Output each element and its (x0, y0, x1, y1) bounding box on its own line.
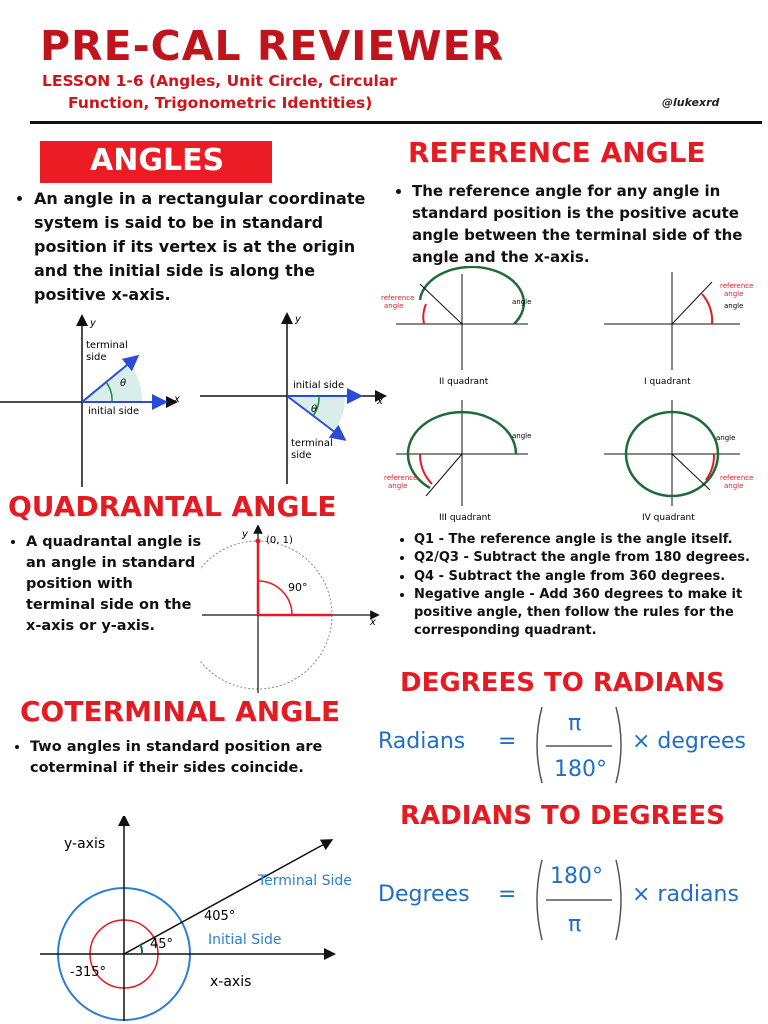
q1-ref-angle-label: angle (724, 290, 744, 298)
q4-ref-label: reference (720, 474, 754, 482)
q2-label: II quadrant (439, 377, 489, 387)
angles-heading-box (40, 141, 272, 183)
cot-initial-label: Initial Side (208, 932, 282, 948)
r2d-rhs: × radians (632, 882, 739, 907)
q2-ref-angle-label: angle (384, 302, 404, 310)
fig2-side-label: side (291, 450, 312, 461)
d2r-rhs: × degrees (632, 729, 746, 754)
r2d-lhs: Degrees (378, 882, 470, 907)
fig1-theta-label: θ (120, 378, 127, 389)
reference-heading: REFERENCE ANGLE (408, 136, 706, 169)
q2-figure (381, 267, 531, 387)
coterminal-definition (14, 737, 334, 779)
quadrantal-heading: QUADRANTAL ANGLE (8, 490, 337, 523)
fig1-y-label: y (90, 318, 96, 329)
q1-ref-label: reference (720, 282, 754, 290)
cot-315-label: -315° (70, 965, 107, 980)
quadrantal-definition (10, 532, 206, 637)
cot-xaxis-label: x-axis (210, 974, 252, 990)
rule-negative: • Negative angle - Add 360 degrees to make it positive angle, then follow the rules for the corresponding quadrant. (414, 586, 764, 641)
q2-angle-label: angle (512, 298, 532, 306)
fig2-y-label: y (295, 314, 301, 325)
subtitle-line-2: Function, Trigonometric Identities) (68, 94, 373, 112)
deg-to-rad-formula (378, 703, 768, 787)
quad-angle-label: 90° (288, 581, 308, 594)
quad-x-label: x (370, 617, 376, 628)
fig1-x-label: x (174, 394, 180, 405)
header-divider (30, 121, 762, 124)
r2d-eq: = (498, 882, 517, 907)
fig2-theta-label: θ (311, 404, 318, 415)
lesson-subtitle (42, 70, 602, 114)
fig1-initial-label: initial side (88, 406, 140, 417)
q1-angle-label: angle (724, 302, 744, 310)
fig1-side-label: side (86, 352, 107, 363)
standard-angle-figure (0, 312, 190, 492)
quadrantal-figure (200, 525, 380, 695)
d2r-den: 180° (554, 757, 607, 782)
negative-angle-figure (195, 312, 390, 492)
rad-to-deg-formula (378, 856, 768, 942)
q4-angle-label: angle (716, 434, 736, 442)
d2r-lhs: Radians (378, 729, 466, 754)
rule-q2q3: • Q2/Q3 - Subtract the angle from 180 degrees. (414, 549, 764, 567)
page-title: PRE-CAL REVIEWER (40, 22, 505, 70)
angles-heading: ANGLES (90, 143, 225, 178)
r2d-num: 180° (550, 864, 603, 889)
deg-to-rad-heading: DEGREES TO RADIANS (400, 668, 725, 698)
reference-quadrant-figures (376, 266, 766, 528)
q3-angle-label: angle (512, 432, 532, 440)
quad-y-label: y (242, 529, 248, 540)
cot-yaxis-label: y-axis (64, 836, 106, 852)
q1-figure (604, 272, 753, 387)
d2r-num: π (568, 711, 582, 736)
rad-to-deg-heading: RADIANS TO DEGREES (400, 801, 725, 831)
reference-text: • The reference angle for any angle in standard position is the positive acute angle between the terminal side of the angle and the x-axis. (412, 180, 766, 268)
cot-405-label: 405° (204, 909, 236, 924)
coterminal-figure (30, 816, 380, 1021)
d2r-eq: = (498, 729, 517, 754)
coterminal-heading: COTERMINAL ANGLE (20, 695, 341, 728)
fig2-terminal-label: terminal (291, 438, 333, 449)
q2-ref-label: reference (381, 294, 415, 302)
rule-q4: • Q4 - Subtract the angle from 360 degrees. (414, 568, 764, 586)
fig1-terminal-label: terminal (86, 340, 128, 351)
reference-definition (396, 180, 766, 268)
author-handle: @lukexrd (662, 96, 720, 109)
q3-label: III quadrant (439, 513, 491, 523)
q4-label: IV quadrant (642, 513, 695, 523)
quad-point-label: (0, 1) (266, 535, 293, 546)
q4-ref-angle-label: angle (724, 482, 744, 490)
q1-label: I quadrant (644, 377, 691, 387)
reference-rules (398, 531, 764, 641)
angles-text: • An angle in a rectangular coordinate system is said to be in standard position if its vertex is at the origin and the initial side is along the positive x-axis. (34, 187, 374, 307)
rule-q1: • Q1 - The reference angle is the angle itself. (414, 531, 764, 549)
fig2-initial-label: initial side (293, 380, 345, 391)
q3-figure (384, 400, 531, 523)
cot-45-label: 45° (150, 937, 174, 952)
q3-ref-angle-label: angle (388, 482, 408, 490)
fig2-x-label: x (377, 396, 383, 407)
q4-figure (604, 400, 753, 523)
angles-definition (14, 187, 374, 307)
cot-terminal-label: Terminal Side (258, 873, 352, 889)
coterminal-text: • Two angles in standard position are coterminal if their sides coincide. (30, 737, 334, 779)
quadrantal-text: • A quadrantal angle is an angle in standard position with terminal side on the x-axis or y-axis. (26, 532, 206, 637)
r2d-den: π (568, 912, 582, 937)
subtitle-line-1: LESSON 1-6 (Angles, Unit Circle, Circular (42, 72, 397, 90)
q3-ref-label: reference (384, 474, 418, 482)
